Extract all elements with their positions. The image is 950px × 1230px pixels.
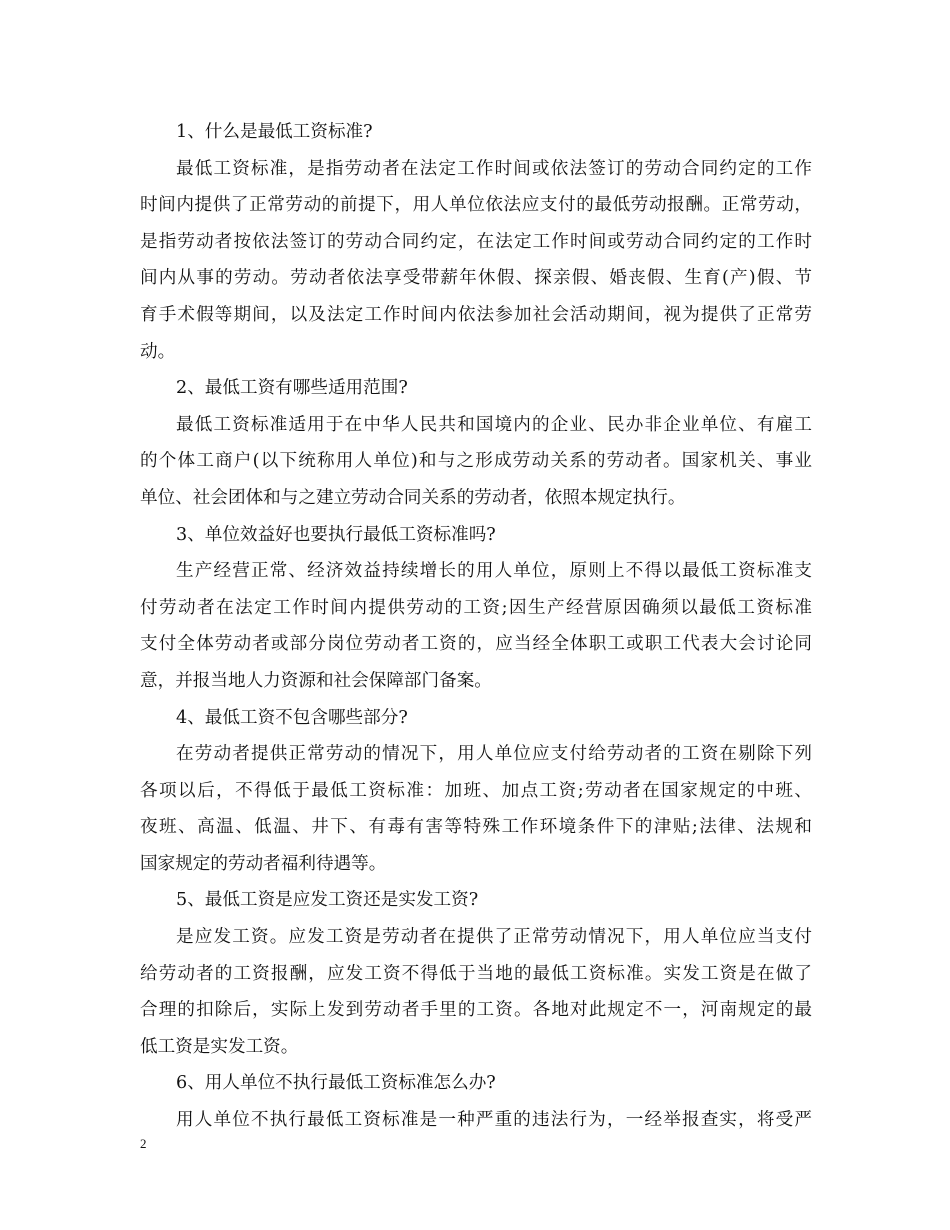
question-heading: 1、什么是最低工资标准? bbox=[176, 122, 373, 142]
page-number: 2 bbox=[140, 1136, 147, 1151]
paragraph-line: 育手术假等期间，以及法定工作时间内依法参加社会活动期间，视为提供了正常劳 bbox=[140, 304, 812, 325]
question-heading: 5、最低工资是应发工资还是实发工资? bbox=[176, 890, 479, 911]
paragraph-line: 给劳动者的工资报酬，应发工资不得低于当地的最低工资标准。实发工资是在做了 bbox=[140, 963, 812, 984]
paragraph-line: 支付全体劳动者或部分岗位劳动者工资的，应当经全体职工或职工代表大会讨论同 bbox=[140, 634, 812, 655]
paragraph-line: 在劳动者提供正常劳动的情况下，用人单位应支付给劳动者的工资在剔除下列 bbox=[176, 744, 812, 765]
paragraph-line: 付劳动者在法定工作时间内提供劳动的工资;因生产经营原因确须以最低工资标准 bbox=[140, 597, 812, 618]
paragraph-line: 动。 bbox=[140, 341, 176, 362]
paragraph-line: 用人单位不执行最低工资标准是一种严重的违法行为，一经举报查实，将受严 bbox=[176, 1110, 812, 1131]
paragraph-line: 夜班、高温、低温、井下、有毒有害等特殊工作环境条件下的津贴;法律、法规和 bbox=[140, 817, 812, 838]
paragraph-line: 意，并报当地人力资源和社会保障部门备案。 bbox=[140, 670, 492, 691]
paragraph-line: 是指劳动者按依法签订的劳动合同约定，在法定工作时间或劳动合同约定的工作时 bbox=[140, 231, 812, 252]
paragraph-line: 间内从事的劳动。劳动者依法享受带薪年休假、探亲假、婚丧假、生育(产)假、节 bbox=[140, 268, 812, 289]
paragraph-line: 低工资是实发工资。 bbox=[140, 1036, 299, 1057]
paragraph-line: 单位、社会团体和与之建立劳动合同关系的劳动者，依照本规定执行。 bbox=[140, 487, 686, 508]
paragraph-line: 的个体工商户(以下统称用人单位)和与之形成劳动关系的劳动者。国家机关、事业 bbox=[140, 451, 812, 472]
paragraph-line: 最低工资标准适用于在中华人民共和国境内的企业、民办非企业单位、有雇工 bbox=[176, 414, 812, 435]
paragraph-line: 各项以后，不得低于最低工资标准：加班、加点工资;劳动者在国家规定的中班、 bbox=[140, 780, 812, 801]
question-heading: 6、用人单位不执行最低工资标准怎么办? bbox=[176, 1073, 496, 1094]
paragraph-line: 生产经营正常、经济效益持续增长的用人单位，原则上不得以最低工资标准支 bbox=[176, 561, 812, 582]
question-heading: 4、最低工资不包含哪些部分? bbox=[176, 707, 408, 728]
paragraph-line: 时间内提供了正常劳动的前提下，用人单位依法应支付的最低劳动报酬。正常劳动， bbox=[140, 195, 812, 216]
paragraph-line: 合理的扣除后，实际上发到劳动者手里的工资。各地对此规定不一，河南规定的最 bbox=[140, 1000, 812, 1021]
paragraph-line: 国家规定的劳动者福利待遇等。 bbox=[140, 853, 387, 874]
paragraph-line: 是应发工资。应发工资是劳动者在提供了正常劳动情况下，用人单位应当支付 bbox=[176, 927, 812, 948]
paragraph-line: 最低工资标准，是指劳动者在法定工作时间或依法签订的劳动合同约定的工作 bbox=[176, 158, 812, 179]
question-heading: 2、最低工资有哪些适用范围? bbox=[176, 378, 408, 399]
document-body bbox=[140, 114, 812, 1139]
question-heading: 3、单位效益好也要执行最低工资标准吗? bbox=[176, 524, 496, 545]
